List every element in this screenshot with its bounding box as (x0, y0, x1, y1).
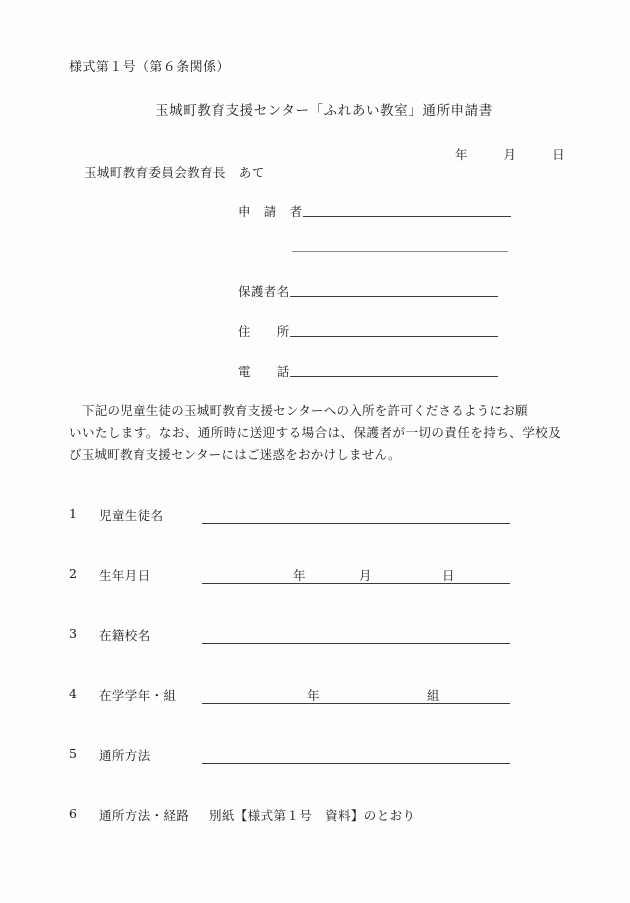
field-label-phone: 電 話 (238, 364, 290, 379)
addressee-line: 玉城町教育委員会教育長 あて (84, 165, 265, 180)
date-day-label: 日 (552, 147, 565, 162)
field-rule-applicant-name[interactable] (303, 215, 511, 217)
item-label-4: 在学学年・組 (99, 688, 177, 703)
form-item-6 (69, 806, 529, 828)
form-item-5 (69, 746, 529, 768)
item-number-2: 2 (69, 566, 77, 581)
item-2-day-mark: 日 (442, 568, 455, 583)
item-label-2: 生年月日 (99, 568, 151, 583)
form-item-1 (69, 506, 529, 528)
body-line-3: 及び玉城町教育支援センターにはご迷惑をおかけしません。 (69, 425, 561, 462)
field-label-address: 住 所 (238, 324, 290, 339)
item-number-4: 4 (69, 686, 77, 701)
form-code: 様式第１号（第６条関係） (69, 60, 230, 75)
date-month-label: 月 (503, 147, 517, 162)
body-line-1: 下記の児童生徒の玉城町教育支援センターへの入所を許可くださるようにお願 (82, 403, 528, 418)
item-number-1: 1 (69, 506, 77, 521)
page-title: 玉城町教育支援センター「ふれあい教室」通所申請書 (155, 103, 493, 119)
form-item-2 (69, 566, 529, 588)
item-label-5: 通所方法 (99, 748, 151, 763)
item-input-5[interactable] (202, 763, 510, 764)
item-4-class-mark: 組 (427, 688, 440, 703)
item-label-1: 児童生徒名 (99, 508, 164, 523)
item-input-1[interactable] (202, 523, 510, 524)
date-year-label: 年 (455, 147, 468, 162)
field-guardian-name (238, 286, 498, 299)
item-6-reference-text: 別紙【様式第１号 資料】のとおり (209, 808, 416, 823)
item-4-grade-mark: 年 (307, 688, 320, 703)
item-number-3: 3 (69, 626, 77, 641)
field-address (238, 326, 498, 339)
body-line-2: いいたします。なお、通所時に送迎する場合は、保護者が一切の責任を持ち、学校 (69, 425, 549, 440)
field-rule-guardian-name[interactable] (290, 295, 498, 297)
item-2-year-mark: 年 (293, 568, 306, 583)
item-number-6: 6 (69, 806, 77, 821)
field-applicant-name (238, 206, 511, 219)
form-item-3 (69, 626, 529, 648)
body-paragraph (69, 400, 561, 466)
field-rule-applicant-name-second[interactable] (292, 250, 508, 252)
item-label-6: 通所方法・経路 (99, 808, 190, 823)
field-rule-phone[interactable] (290, 375, 498, 377)
field-rule-address[interactable] (290, 335, 498, 337)
item-input-4[interactable] (202, 703, 510, 704)
item-2-month-mark: 月 (359, 568, 372, 583)
item-input-3[interactable] (202, 643, 510, 644)
form-item-4 (69, 686, 529, 708)
field-phone (238, 366, 498, 379)
item-input-2[interactable] (202, 583, 510, 584)
field-label-applicant-name: 申 請 者 (238, 204, 303, 219)
item-label-3: 在籍校名 (99, 628, 151, 643)
field-applicant-name-second-line (292, 250, 508, 254)
date-line (455, 145, 565, 163)
item-number-5: 5 (69, 746, 77, 761)
field-label-guardian-name: 保護者名 (238, 284, 290, 299)
